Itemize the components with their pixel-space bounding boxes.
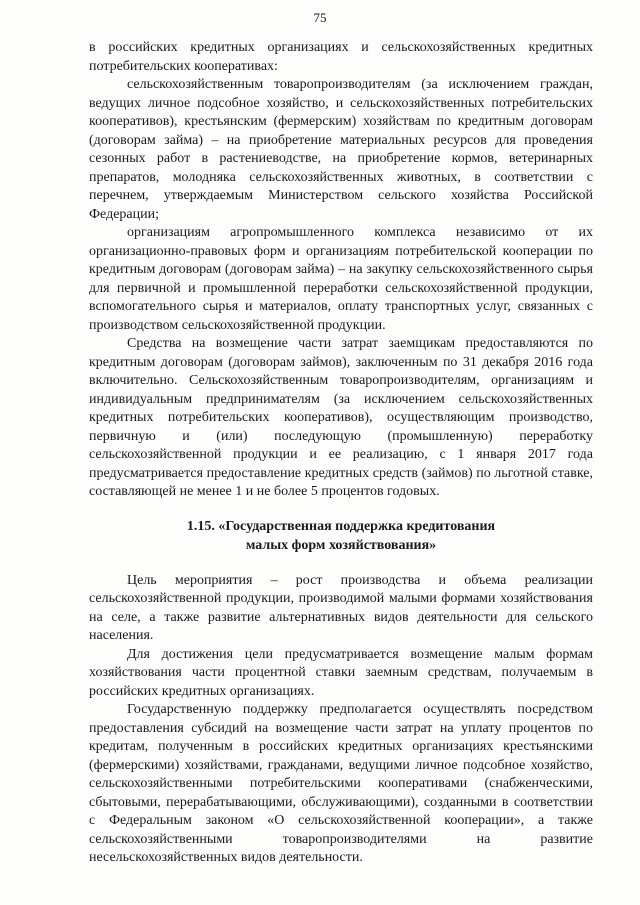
paragraph-goal: Цель мероприятия – рост производства и объема реализации сельскохозяйственной продукции, производимой малыми формами хозяйствования на селе, а также развитие альтернативных видов деятельности для сельского населения. [89, 572, 593, 643]
paragraph-state-support: Государственную поддержку предполагается осуществлять посредством предоставления субсидий на возмещение части затрат на уплату процентов по кредитам, полученным в российских кредитных организациях крестьянскими (фермерскими) хозяйствами, гражданами, ведущими личное подсобное хозяйство, сельскохозяйственными потребительскими кооперативами (снабженческими, сбытовыми, перерабатывающими, обслуживающими), созданными в соответствии с Федеральным законом «О сельскохозяйственной кооперации», а также сельскохозяйственными товаропроизводителями на развитие несельскохозяйственных видов деятельности. [89, 702, 593, 865]
section-heading-line-2: малых форм хозяйствования» [245, 537, 437, 553]
section-heading [89, 517, 593, 555]
document-body [89, 39, 593, 868]
paragraph-producers: сельскохозяйственным товаропроизводителям (за исключением граждан, ведущих личное подсобное хозяйство, и сельскохозяйственных потребительских кооперативов), крестьянским (фермерским) хозяйствам по кредитным договорам (договорам займа) – на приобретение материальных ресурсов для проведения сезонных работ в растениеводстве, на приобретение кормов, ветеринарных препаратов, молодняка сельскохозяйственных животных, в соответствии с перечнем, утверждаемым Министерством сельского хозяйства Российской Федерации; [89, 77, 593, 222]
paragraph-compensation-terms: Средства на возмещение части затрат заемщикам предоставляются по кредитным договорам (договорам займов), заключенным по 31 декабря 2016 года включительно. Сельскохозяйственным товаропроизводителям, организациям и индивидуальным предпринимателям (за исключением сельскохозяйственных кредитных потребительских кооперативов), осуществляющим производство, первичную и (или) последующую (промышленную) переработку сельскохозяйственной продукции и ее реализацию, с 1 января 2017 года предусматривается предоставление кредитных средств (займов) по льготной ставке, составляющей не менее 1 и не более 5 процентов годовых. [89, 336, 593, 499]
paragraph-means: Для достижения цели предусматривается возмещение малым формам хозяйствования части процентной ставки заемным средствам, получаемым в российских кредитных организациях. [89, 646, 593, 699]
page-number: 75 [313, 10, 327, 25]
paragraph-agro-organizations: организациям агропромышленного комплекса независимо от их организационно-правовых форм и организациям потребительской кооперации по кредитным договорам (договорам займа) – на закупку сельскохозяйственного сырья для первичной и промышленной переработки сельскохозяйственной продукции, вспомогательного сырья и материалов, оплату транспортных услуг, связанных с производством сельскохозяйственной продукции. [89, 225, 593, 333]
section-heading-line-1: 1.15. «Государственная поддержка кредитования [186, 518, 496, 534]
paragraph-intro: в российских кредитных организациях и сельскохозяйственных кредитных потребительских кооперативах: [89, 40, 593, 74]
